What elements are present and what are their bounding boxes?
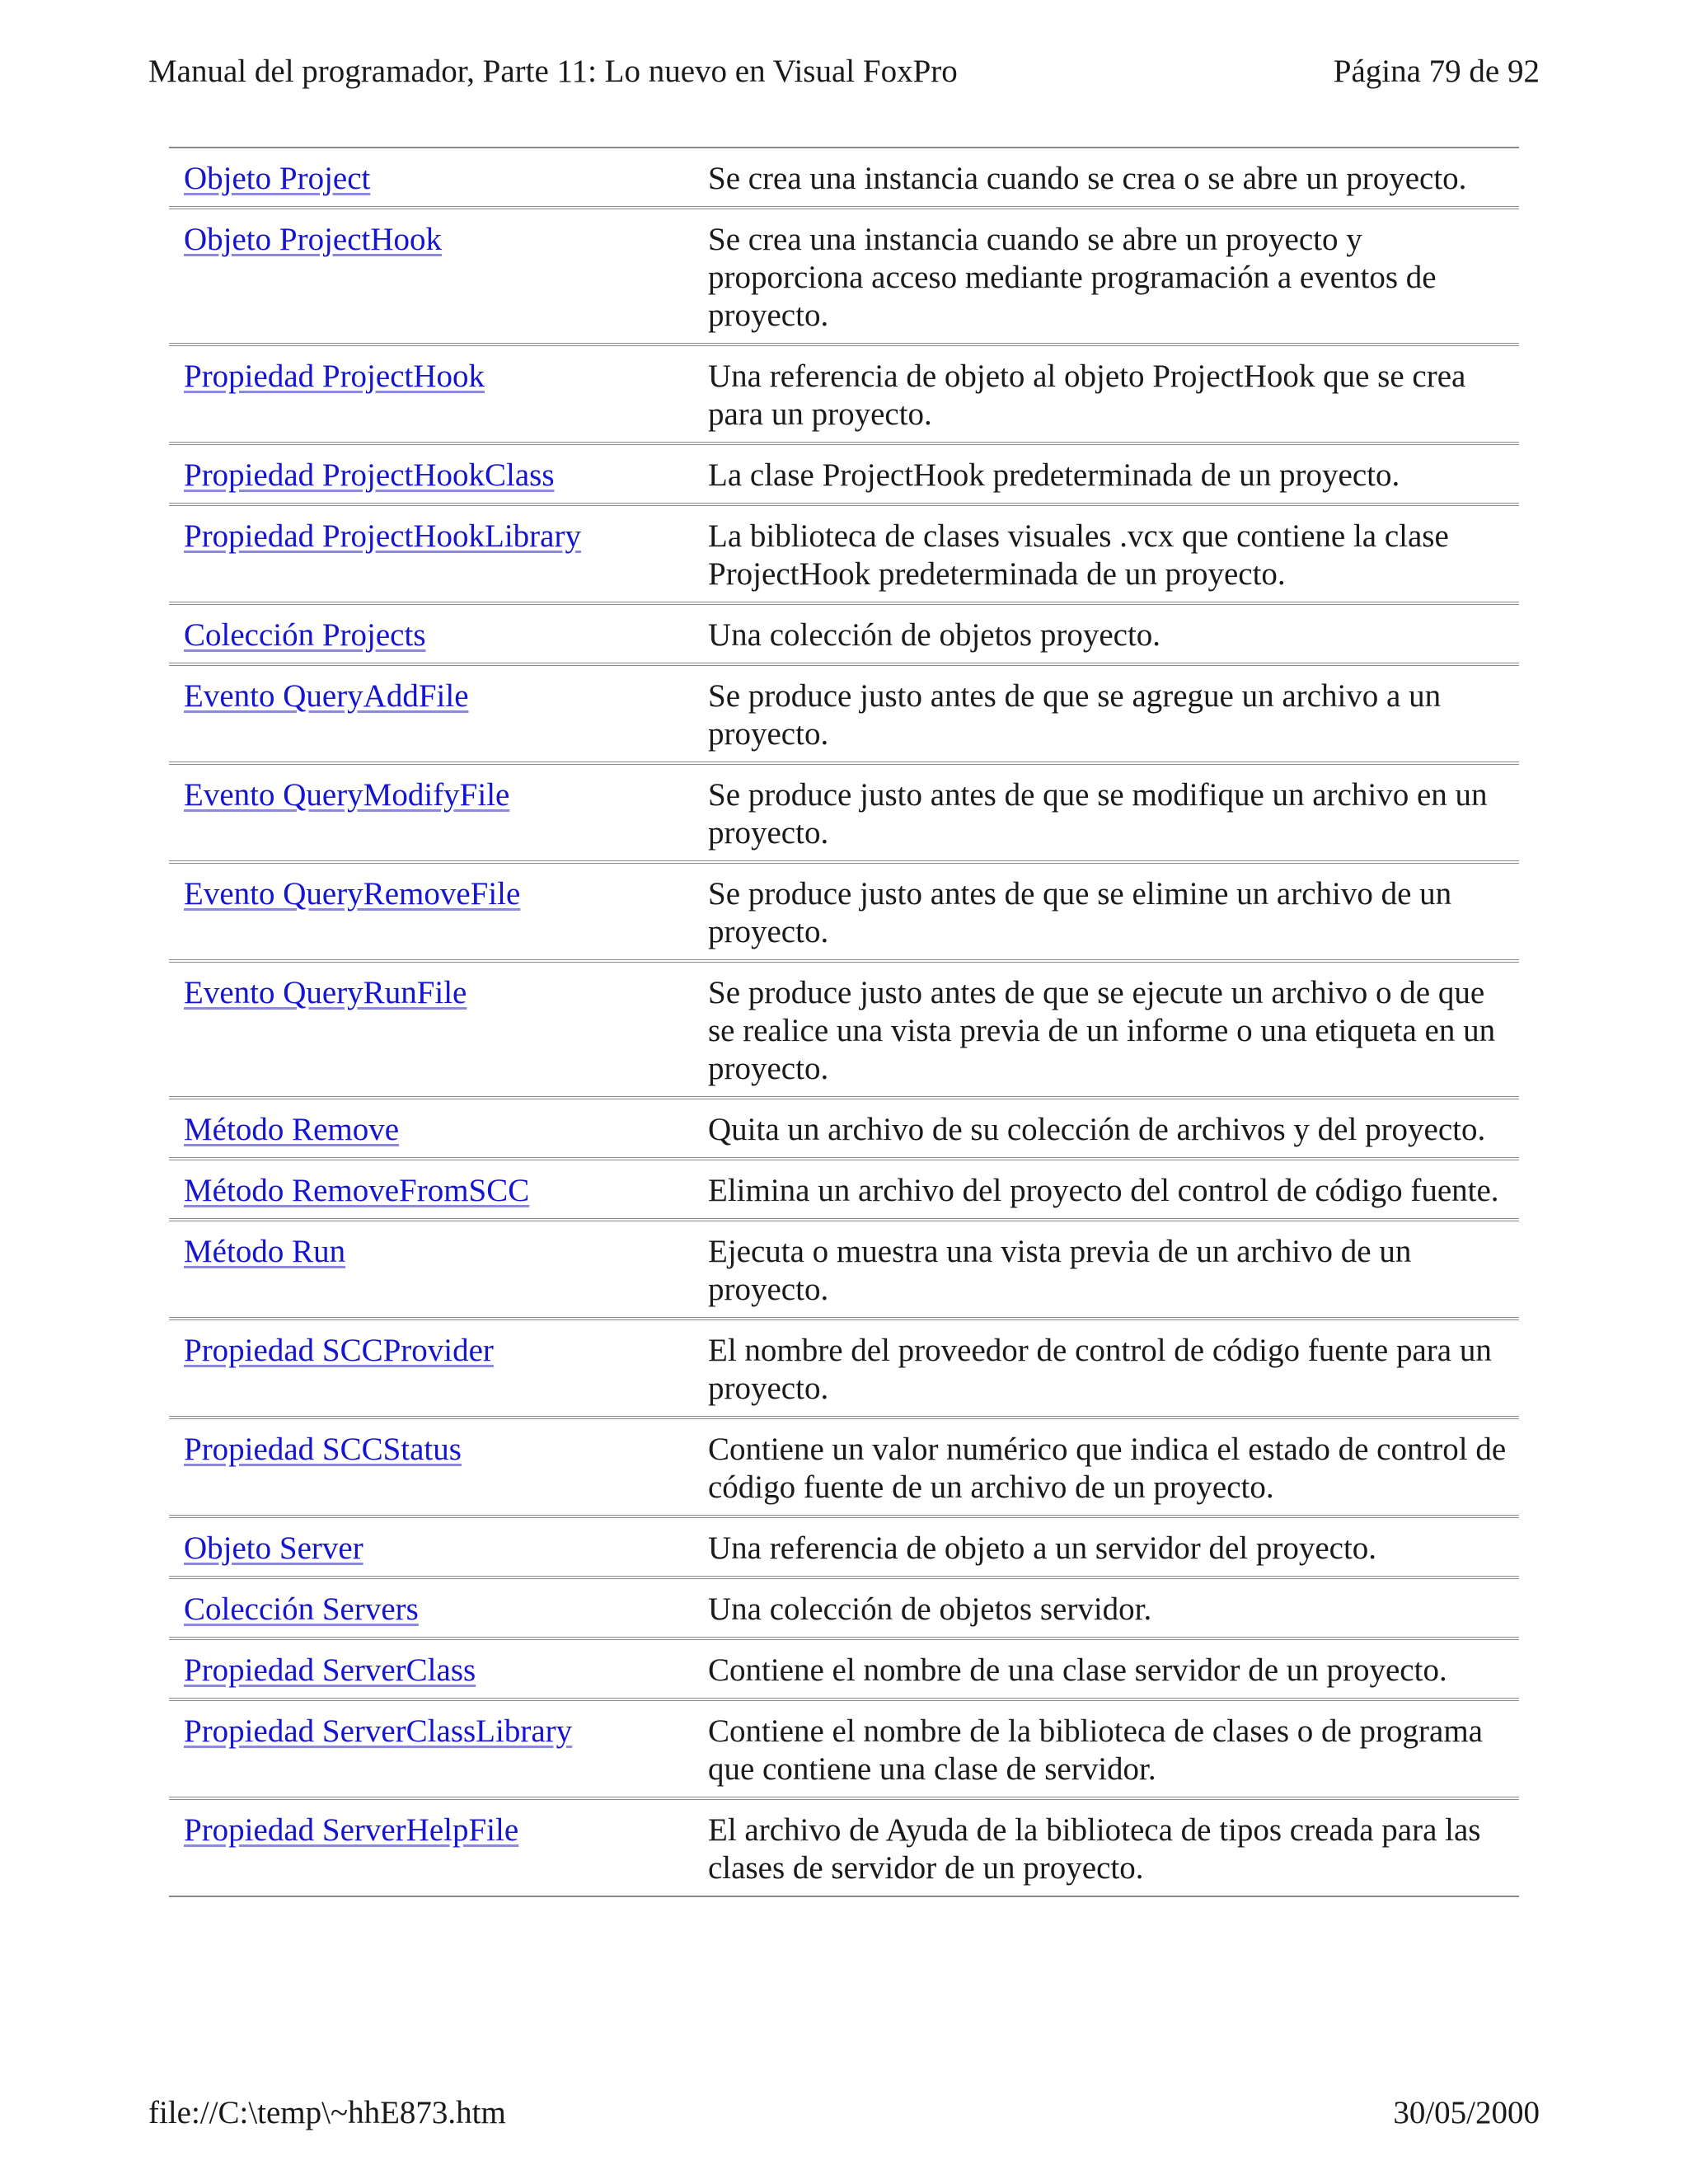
description-cell: Una colección de objetos proyecto.: [708, 617, 1161, 653]
term-cell: [169, 1530, 708, 1568]
term-cell: [169, 1811, 708, 1887]
term-link[interactable]: Propiedad ServerClassLibrary: [184, 1713, 573, 1749]
term-link[interactable]: Propiedad SCCStatus: [184, 1432, 462, 1467]
print-date: 30/05/2000: [1393, 2094, 1540, 2130]
term-link[interactable]: Objeto Server: [184, 1530, 363, 1566]
document-title: Manual del programador, Parte 11: Lo nuevo en Visual FoxPro: [148, 53, 958, 89]
table-row: [169, 147, 1519, 206]
reference-table: [169, 147, 1519, 1897]
table-row: [169, 503, 1519, 602]
description-cell: El nombre del proveedor de control de código fuente para un proyecto.: [708, 1333, 1492, 1406]
table-row: [169, 343, 1519, 442]
term-cell: [169, 1652, 708, 1690]
term-link[interactable]: Propiedad ServerHelpFile: [184, 1812, 519, 1848]
description-cell: Se produce justo antes de que se ejecute un archivo o de que se realice una vista previa de un informe o una etiqueta en un proyecto.: [708, 975, 1496, 1086]
term-link[interactable]: Objeto ProjectHook: [184, 222, 443, 257]
description-cell: Contiene el nombre de una clase servidor de un proyecto.: [708, 1652, 1447, 1688]
term-link[interactable]: Propiedad ProjectHook: [184, 359, 485, 394]
table-row: [169, 959, 1519, 1096]
page-number: Página 79 de 92: [1333, 53, 1540, 89]
term-cell: [169, 457, 708, 494]
description-cell: Se produce justo antes de que se modifique un archivo en un proyecto.: [708, 777, 1488, 851]
term-cell: [169, 221, 708, 335]
term-cell: [169, 358, 708, 434]
term-link[interactable]: Propiedad ProjectHookClass: [184, 457, 555, 493]
table-row: [169, 1576, 1519, 1637]
term-link[interactable]: Colección Servers: [184, 1591, 419, 1627]
term-cell: [169, 875, 708, 951]
table-row: [169, 1157, 1519, 1218]
table-row: [169, 860, 1519, 959]
table-row: [169, 1515, 1519, 1576]
term-cell: [169, 1233, 708, 1309]
table-row: [169, 1218, 1519, 1317]
term-link[interactable]: Evento QueryAddFile: [184, 678, 469, 714]
description-cell: Ejecuta o muestra una vista previa de un archivo de un proyecto.: [708, 1234, 1412, 1307]
term-cell: [169, 518, 708, 593]
description-cell: Una colección de objetos servidor.: [708, 1591, 1152, 1627]
description-cell: Una referencia de objeto a un servidor del proyecto.: [708, 1530, 1377, 1566]
term-cell: [169, 1591, 708, 1629]
table-row: [169, 1797, 1519, 1897]
description-cell: Contiene el nombre de la biblioteca de clases o de programa que contiene una clase de servidor.: [708, 1713, 1483, 1787]
table-row: [169, 206, 1519, 343]
term-link[interactable]: Método Remove: [184, 1112, 400, 1147]
term-cell: [169, 616, 708, 654]
description-cell: La clase ProjectHook predeterminada de un proyecto.: [708, 457, 1400, 493]
term-link[interactable]: Propiedad ServerClass: [184, 1652, 476, 1688]
term-cell: [169, 1332, 708, 1408]
term-cell: [169, 974, 708, 1088]
page-header: [148, 48, 1540, 94]
page-footer: [148, 2089, 1540, 2135]
term-link[interactable]: Evento QueryRunFile: [184, 975, 467, 1010]
description-cell: Contiene un valor numérico que indica el estado de control de código fuente de un archivo de un proyecto.: [708, 1432, 1507, 1505]
table-row: [169, 1416, 1519, 1515]
term-cell: [169, 1713, 708, 1788]
term-link[interactable]: Propiedad SCCProvider: [184, 1333, 494, 1368]
table-row: [169, 1317, 1519, 1416]
term-cell: [169, 1431, 708, 1507]
term-cell: [169, 1111, 708, 1149]
table-row: [169, 1096, 1519, 1157]
description-cell: Se crea una instancia cuando se abre un proyecto y proporciona acceso mediante programación a eventos de proyecto.: [708, 222, 1437, 333]
term-link[interactable]: Método Run: [184, 1234, 346, 1269]
term-cell: [169, 1172, 708, 1210]
term-link[interactable]: Propiedad ProjectHookLibrary: [184, 518, 581, 554]
term-link[interactable]: Objeto Project: [184, 161, 371, 196]
term-link[interactable]: Colección Projects: [184, 617, 426, 653]
term-link[interactable]: Evento QueryRemoveFile: [184, 876, 521, 912]
description-cell: Una referencia de objeto al objeto ProjectHook que se crea para un proyecto.: [708, 359, 1466, 432]
term-link[interactable]: Método RemoveFromSCC: [184, 1173, 530, 1208]
description-cell: Se produce justo antes de que se agregue un archivo a un proyecto.: [708, 678, 1442, 752]
description-cell: El archivo de Ayuda de la biblioteca de tipos creada para las clases de servidor de un proyecto.: [708, 1812, 1481, 1886]
file-path: file://C:\temp\~hhE873.htm: [148, 2094, 506, 2130]
table-row: [169, 442, 1519, 503]
table-row: [169, 1637, 1519, 1698]
description-cell: Quita un archivo de su colección de archivos y del proyecto.: [708, 1112, 1486, 1147]
description-cell: Se crea una instancia cuando se crea o se abre un proyecto.: [708, 161, 1467, 196]
term-cell: [169, 776, 708, 852]
table-row: [169, 602, 1519, 663]
description-cell: La biblioteca de clases visuales .vcx que contiene la clase ProjectHook predeterminada de un proyecto.: [708, 518, 1449, 592]
description-cell: Se produce justo antes de que se elimine un archivo de un proyecto.: [708, 876, 1452, 949]
table-row: [169, 1698, 1519, 1797]
table-row: [169, 663, 1519, 762]
term-link[interactable]: Evento QueryModifyFile: [184, 777, 510, 813]
table-row: [169, 762, 1519, 860]
term-cell: [169, 160, 708, 198]
term-cell: [169, 677, 708, 753]
description-cell: Elimina un archivo del proyecto del control de código fuente.: [708, 1173, 1499, 1208]
